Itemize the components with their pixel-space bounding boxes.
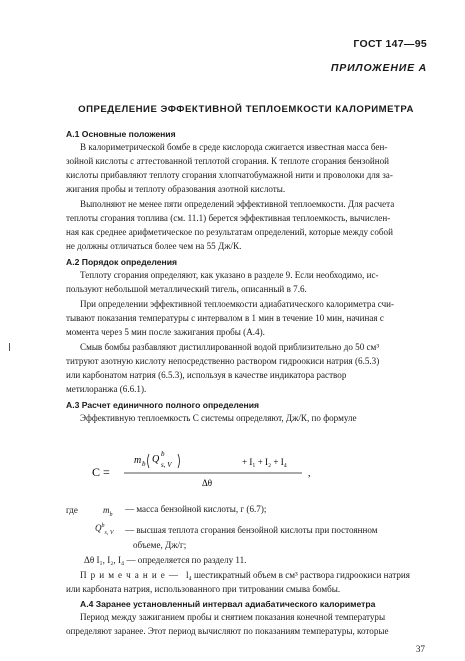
paragraph-line: или карбонатом натрия (6.5.3), используя в качестве индикатора раствор: [66, 370, 347, 380]
note-line: l₄ шестикратный объем в см³ раствора гидроокиси натрия: [186, 570, 410, 580]
paragraph-line: пользуют небольшой металлический тигель, описанный в 7.6.: [66, 284, 307, 294]
paragraph-line: тывают показания температуры с интервалом в 1 мин в течение 10 мин, начиная с: [66, 313, 384, 323]
note-line: или карбоната натрия, использованного при титровании смыва бомбы.: [66, 584, 341, 594]
formula-mass-sub: b: [142, 460, 146, 468]
section-heading-a4: А.4 Заранее установленный интервал адиабатического калориметра: [80, 599, 376, 609]
paragraph-line: момента через 5 мин после зажигания пробы (А.4).: [66, 327, 265, 337]
paragraph-line: При определении эффективной теплоемкости адиабатического калориметра счи-: [80, 299, 395, 309]
definition-text: — масса бензойной кислоты, г (6.7);: [125, 504, 267, 514]
formula-end-dot: ,: [308, 468, 311, 479]
section-heading-a1: А.1 Основные положения: [66, 129, 176, 139]
paragraph-line: определяют заранее. Этот период вычисляют по показаниям температуры, которые: [66, 626, 389, 636]
paragraph-line: жигания пробы и теплоту образования азотной кислоты.: [66, 184, 286, 194]
page-number: 37: [415, 644, 425, 654]
formula-denominator: Δθ: [202, 478, 213, 488]
paragraph-line: Смыв бомбы разбавляют дистиллированной водой приблизительно до 50 см³: [80, 342, 380, 352]
paragraph-line: Период между зажиганием пробы и снятием показания конечной температуры: [80, 612, 386, 622]
appendix-label: ПРИЛОЖЕНИЕ А: [330, 62, 427, 74]
formula-lhs: C =: [92, 465, 110, 479]
formula-paren-left: [148, 454, 150, 468]
paragraph-line: Выполняют не менее пяти определений эффективной теплоемкости. Для расчета: [80, 199, 395, 209]
def-symbol-q: $Q^b_{s, V}$: [95, 523, 114, 536]
formula-q-sup: b: [161, 450, 165, 458]
definition-last: Δθ I₁, I₂, I₄ — определяется по разделу 11.: [84, 555, 247, 565]
appendix-title: ОПРЕДЕЛЕНИЕ ЭФФЕКТИВНОЙ ТЕПЛОЕМКОСТИ КАЛОРИМЕТРА: [78, 104, 414, 115]
definition-text: объеме, Дж/г;: [133, 540, 187, 550]
paragraph-line: теплоты сгорания топлива (см. 11.1) берется эффективная теплоемкость, вычислен-: [66, 213, 391, 223]
paragraph-line: Эффективную теплоемкость С системы определяют, Дж/К, по формуле: [80, 413, 357, 423]
where-label: где: [66, 505, 78, 515]
heat-capacity-formula: [92, 446, 342, 492]
formula-paren-right: [178, 454, 180, 468]
paragraph-line: титруют азотную кислоту непосредственно раствором гидроокиси натрия (6.5.3): [66, 356, 380, 366]
paragraph-line: ная как среднее арифметическое по результатам определений, которые между собой: [66, 227, 393, 237]
section-heading-a2: А.2 Порядок определения: [66, 257, 178, 267]
paragraph-line: зойной кислоты с аттестованной теплотой сгорания. К теплоте сгорания бензойной: [66, 156, 390, 166]
paragraph-line: не должны отличаться более чем на 55 Дж/К.: [66, 241, 242, 251]
def-symbol-mb: $m_b$: [103, 505, 113, 518]
formula-q: Q: [152, 454, 160, 465]
paragraph-line: Теплоту сгорания определяют, как указано в разделе 9. Если необходимо, ис-: [80, 270, 379, 280]
paragraph-line: метилоранжа (6.6.1).: [66, 384, 147, 394]
standard-number: ГОСТ 147—95: [353, 38, 427, 50]
formula-numer-right: + I₁ + I₂ + I₄: [242, 457, 287, 467]
paragraph-line: кислоты прибавляют теплоту сгорания хлопчатобумажной нити и проволоки для за-: [66, 170, 393, 180]
section-heading-a3: А.3 Расчет единичного полного определения: [66, 400, 260, 410]
note-label: П р и м е ч а н и е —: [80, 570, 179, 580]
formula-mass: m: [134, 455, 142, 466]
margin-mark: [9, 343, 10, 351]
definition-text: — высшая теплота сгорания бензойной кислоты при постоянном: [125, 525, 378, 535]
formula-q-sub: s, V: [161, 461, 172, 469]
paragraph-line: В калориметрической бомбе в среде кислорода сжигается известная масса бен-: [80, 142, 388, 152]
formula-graphic: [92, 446, 342, 492]
